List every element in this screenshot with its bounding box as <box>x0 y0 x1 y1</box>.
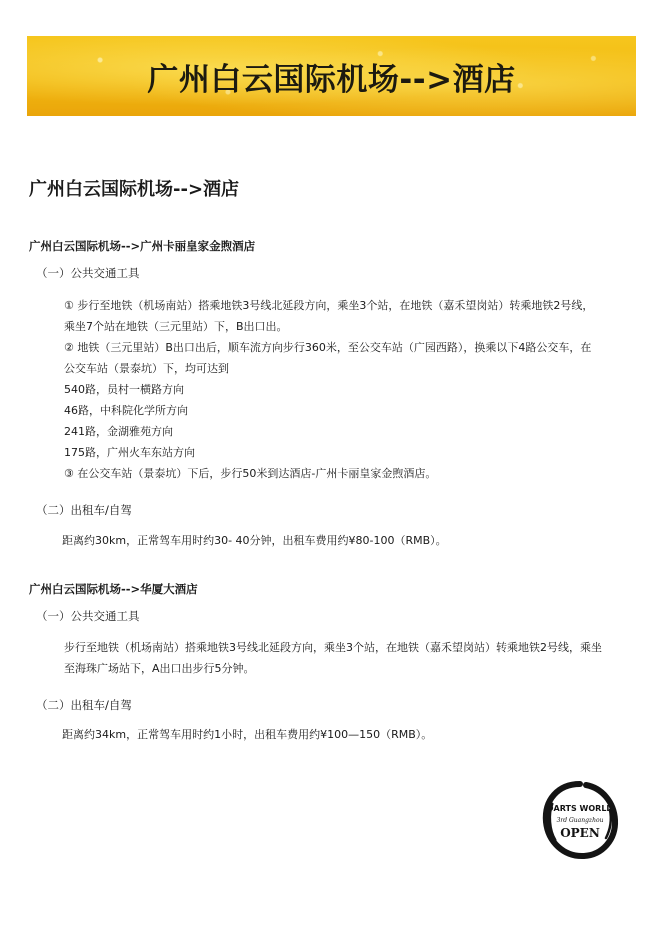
section1-taxi-heading: （二）出租车/自驾 <box>36 503 132 517</box>
section1-route-line: ③ 在公交车站（景泰坑）下后，步行50米到达酒店-广州卡丽皇家金煦酒店。 <box>64 467 437 480</box>
section2-route-line: 至海珠广场站下，A出口出步行5分钟。 <box>64 662 255 675</box>
section2-public-transport-heading: （一）公共交通工具 <box>36 609 140 623</box>
section1-route-line: ② 地铁（三元里站）B出口出后，顺车流方向步行360米，至公交车站（广园西路），换乘以下4路公交车，在 <box>64 341 592 354</box>
darts-world-open-logo <box>540 780 620 860</box>
section2-taxi-heading: （二）出租车/自驾 <box>36 698 132 712</box>
section1-route-line: ① 步行至地铁（机场南站）搭乘地铁3号线北延段方向，乘坐3个站，在地铁（嘉禾望岗站）转乘地铁2号线， <box>64 299 594 312</box>
section2-route-line: 步行至地铁（机场南站）搭乘地铁3号线北延段方向，乘坐3个站，在地铁（嘉禾望岗站）转乘地铁2号线，乘坐 <box>64 641 602 654</box>
section1-public-transport-heading: （一）公共交通工具 <box>36 266 140 280</box>
logo-line1: DARTS WORLD <box>546 804 614 813</box>
section1-route-line: 公交车站（景泰坑）下，均可达到 <box>64 362 229 375</box>
section2-title: 广州白云国际机场-->华厦大酒店 <box>29 582 198 596</box>
logo-line2: 3rd Guangzhou <box>556 817 604 824</box>
bus-route-item: 46路，中科院化学所方向 <box>64 404 188 417</box>
section1-taxi-text: 距离约30km，正常驾车用时约30- 40分钟，出租车费用约¥80-100（RMB）。 <box>62 534 447 547</box>
page-title: 广州白云国际机场-->酒店 <box>29 179 240 200</box>
bus-route-item: 175路，广州火车东站方向 <box>64 446 195 459</box>
banner-title: 广州白云国际机场-->酒店 <box>147 61 516 98</box>
bus-route-item: 241路，金湖雅苑方向 <box>64 425 173 438</box>
section1-title: 广州白云国际机场-->广州卡丽皇家金煦酒店 <box>29 239 256 253</box>
section1-route-line: 乘坐7个站在地铁（三元里站）下，B出口出。 <box>64 320 288 333</box>
bus-route-item: 540路，员村一横路方向 <box>64 383 184 396</box>
header-banner <box>27 36 636 116</box>
section2-taxi-text: 距离约34km，正常驾车用时约1小时，出租车费用约¥100—150（RMB）。 <box>62 728 433 741</box>
logo-line3: OPEN <box>560 826 600 840</box>
